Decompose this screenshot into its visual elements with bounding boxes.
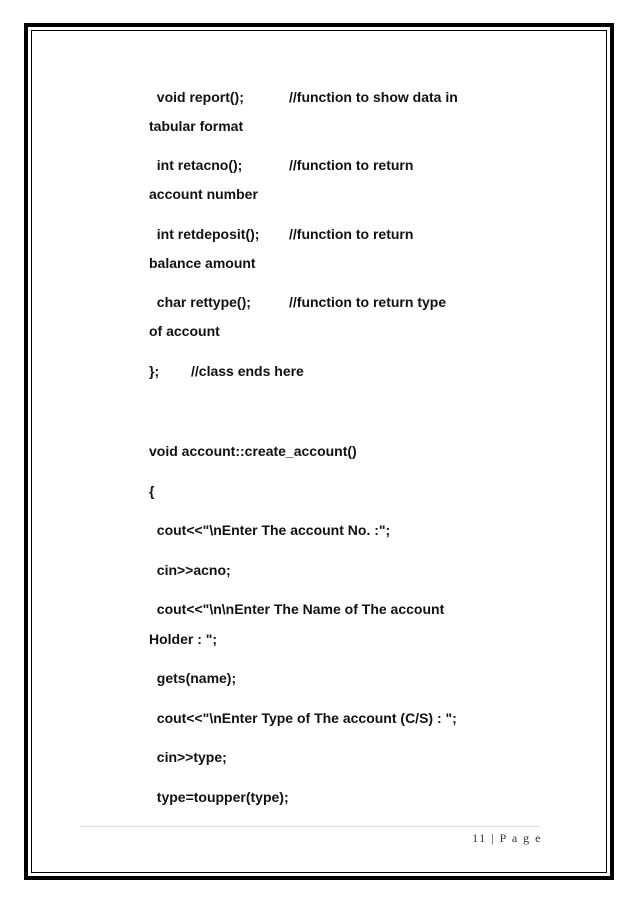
code-line: cin>>acno; <box>149 562 231 578</box>
code-line: void account::create_account() <box>149 443 357 459</box>
code-line: account number <box>149 186 258 202</box>
page-number: 11 | P a g e <box>472 831 542 845</box>
code-line: { <box>149 483 155 499</box>
code-comment: //function to return <box>289 157 414 173</box>
code-line: tabular format <box>149 118 244 134</box>
code-line: of account <box>149 323 220 339</box>
code-line: void report(); //function to show data in <box>149 89 458 105</box>
code-line: cout<<"\nEnter The account No. :"; <box>149 522 391 538</box>
code-line: int retacno(); //function to return <box>149 157 414 173</box>
code-comment: //class ends here <box>191 363 304 379</box>
code-line: Holder : "; <box>149 631 218 647</box>
code-comment: //function to return <box>289 226 414 242</box>
code-line: cin>>type; <box>149 749 227 765</box>
code-line: cout<<"\n\nEnter The Name of The account <box>149 601 445 617</box>
code-comment: //function to show data in <box>289 89 458 105</box>
footer-divider <box>80 826 540 827</box>
code-line: gets(name); <box>149 670 237 686</box>
code-line: char rettype(); //function to return type <box>149 294 447 310</box>
code-line: }; //class ends here <box>149 363 304 379</box>
code-line: type=toupper(type); <box>149 789 289 805</box>
code-line: int retdeposit(); //function to return <box>149 226 414 242</box>
code-line: cout<<"\nEnter Type of The account (C/S) : "; <box>149 710 457 726</box>
code-line: balance amount <box>149 255 256 271</box>
code-comment: //function to return type <box>289 294 447 310</box>
